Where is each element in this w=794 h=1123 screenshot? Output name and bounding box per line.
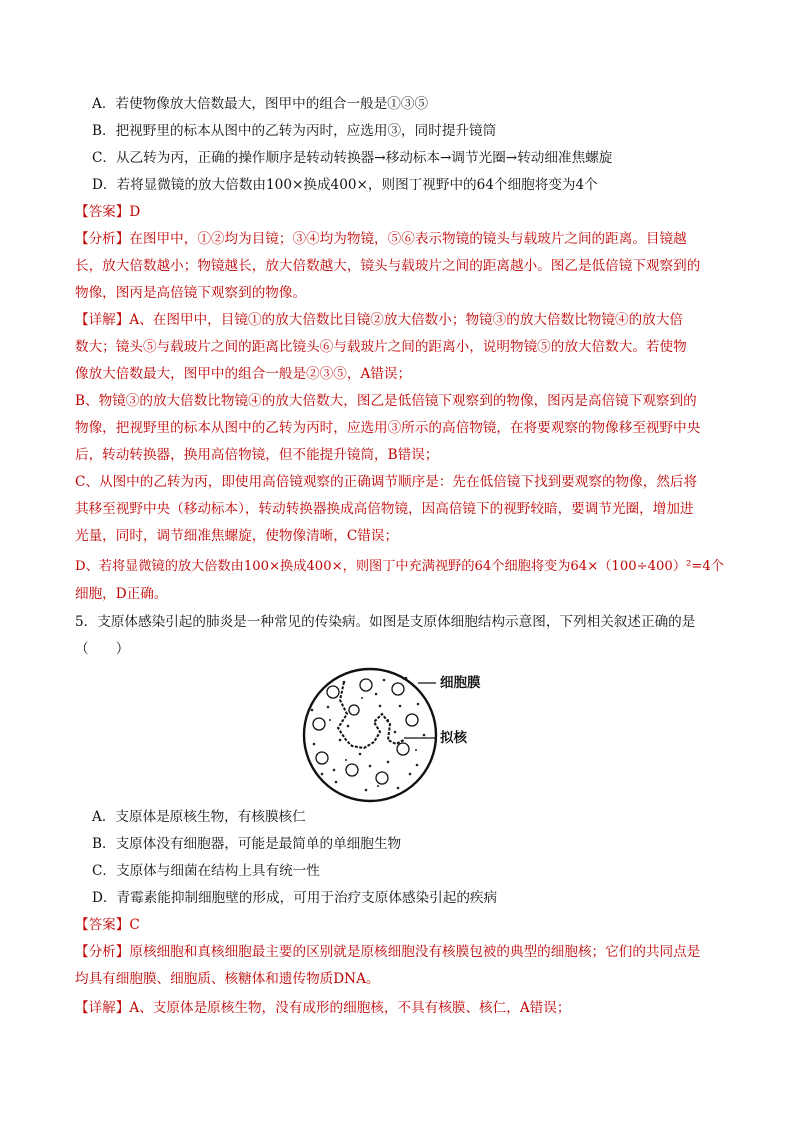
q4-option-d: D．若将显微镜的放大倍数由100×换成400×，则图丁视野中的64个细胞将变为4个 <box>92 177 598 193</box>
q5-analysis-line-2: 均具有细胞膜、细胞质、核糖体和遗传物质DNA。 <box>75 971 380 987</box>
q5-analysis-text-1: 原核细胞和真核细胞最主要的区别就是原核细胞没有核膜包被的典型的细胞核；它们的共同点是 <box>129 944 701 960</box>
q5-stem-line-1: 5．支原体感染引起的肺炎是一种常见的传染病。如图是支原体细胞结构示意图，下列相关叙述正确的是 <box>75 614 696 630</box>
q4-detail-line-8: 其移至视野中央（移动标本），转动转换器换成高倍物镜，因高倍镜下的视野较暗，要调节光圈，增加进 <box>75 501 694 517</box>
q5-answer-value: C <box>129 917 140 933</box>
label-cell-membrane: 细胞膜 <box>440 675 481 691</box>
q4-detail-line-7: C、从图中的乙转为丙，即使用高倍镜观察的正确调节顺序是：先在低倍镜下找到要观察的物像，然后将 <box>75 474 698 490</box>
q4-detail-line-1 <box>75 310 683 330</box>
q4-detail-line-9: 光量，同时，调节细准焦螺旋，使物像清晰，C错误； <box>75 528 399 544</box>
q4-analysis-text-1: 在图甲中，①②均为目镜；③④均为物镜，⑤⑥表示物镜的镜头与载玻片之间的距离。目镜越 <box>129 231 687 247</box>
q5-answer-line <box>75 915 140 935</box>
q4-answer-line <box>75 202 140 222</box>
q4-detail-line-3: 像放大倍数最大，图甲中的组合一般是②③⑤，A错误； <box>75 366 412 382</box>
q5-option-a: A．支原体是原核生物，有核膜核仁 <box>92 809 306 825</box>
q5-analysis-tag: 【分析】 <box>75 944 130 960</box>
q4-option-a: A．若使物像放大倍数最大，图甲中的组合一般是①③⑤ <box>92 96 429 112</box>
mycoplasma-diagram <box>300 662 500 810</box>
q4-answer-tag: 【答案】 <box>75 204 130 220</box>
q5-option-b: B．支原体没有细胞器，可能是最简单的单细胞生物 <box>92 836 402 852</box>
q4-detail-line-6: 后，转动转换器，换用高倍物镜，但不能提升镜筒，B错误； <box>75 447 439 463</box>
q5-option-c: C．支原体与细菌在结构上具有统一性 <box>92 863 320 879</box>
q4-option-b: B．把视野里的标本从图中的乙转为丙时，应选用③，同时提升镜筒 <box>92 123 497 139</box>
q5-answer-tag: 【答案】 <box>75 917 130 933</box>
q4-detail-line-4: B、物镜③的放大倍数比物镜④的放大倍数大，图乙是低倍镜下观察到的物像，图丙是高倍镜下观察到的 <box>75 393 697 409</box>
q4-answer-value: D <box>129 204 141 220</box>
q5-detail-text-1: A、支原体是原核生物，没有成形的细胞核，不具有核膜、核仁，A错误； <box>129 1000 571 1016</box>
q4-analysis-line-2: 长，放大倍数越小；物镜越长，放大倍数越大，镜头与载玻片之间的距离越小。图乙是低倍镜下观察到的 <box>75 258 701 274</box>
q4-detail-tag: 【详解】 <box>75 312 130 328</box>
q4-detail-line-2: 数大；镜头⑤与载玻片之间的距离比镜头⑥与载玻片之间的距离小，说明物镜⑤的放大倍数大。若使物 <box>75 339 687 355</box>
q5-stem-line-2: （ ） <box>75 641 130 657</box>
q4-option-c: C．从乙转为丙，正确的操作顺序是转动转换器→移动标本→调节光圈→转动细准焦螺旋 <box>92 150 613 166</box>
q5-analysis-line-1 <box>75 942 700 962</box>
q4-analysis-tag: 【分析】 <box>75 231 130 247</box>
q4-detail-line-10: D、若将显微镜的放大倍数由100×换成400×，则图丁中充满视野的64个细胞将变为64×（100÷400）²=4个 <box>75 559 724 574</box>
q4-detail-line-5: 物像，把视野里的标本从图中的乙转为丙时，应选用③所示的高倍物镜，在将要观察的物像移至视野中央 <box>75 420 701 436</box>
q4-analysis-line-3: 物像，图丙是高倍镜下观察到的物像。 <box>75 285 307 301</box>
q5-detail-tag: 【详解】 <box>75 1000 130 1016</box>
q5-option-d: D．青霉素能抑制细胞壁的形成，可用于治疗支原体感染引起的疾病 <box>92 890 498 906</box>
q4-detail-text-1: A、在图甲中，目镜①的放大倍数比目镜②放大倍数小；物镜③的放大倍数比物镜④的放大倍 <box>129 312 683 328</box>
label-nucleoid: 拟核 <box>440 730 467 746</box>
q4-analysis-line-1 <box>75 229 687 249</box>
q4-detail-line-11: 细胞，D正确。 <box>75 586 168 602</box>
q5-detail-line-1 <box>75 998 570 1018</box>
